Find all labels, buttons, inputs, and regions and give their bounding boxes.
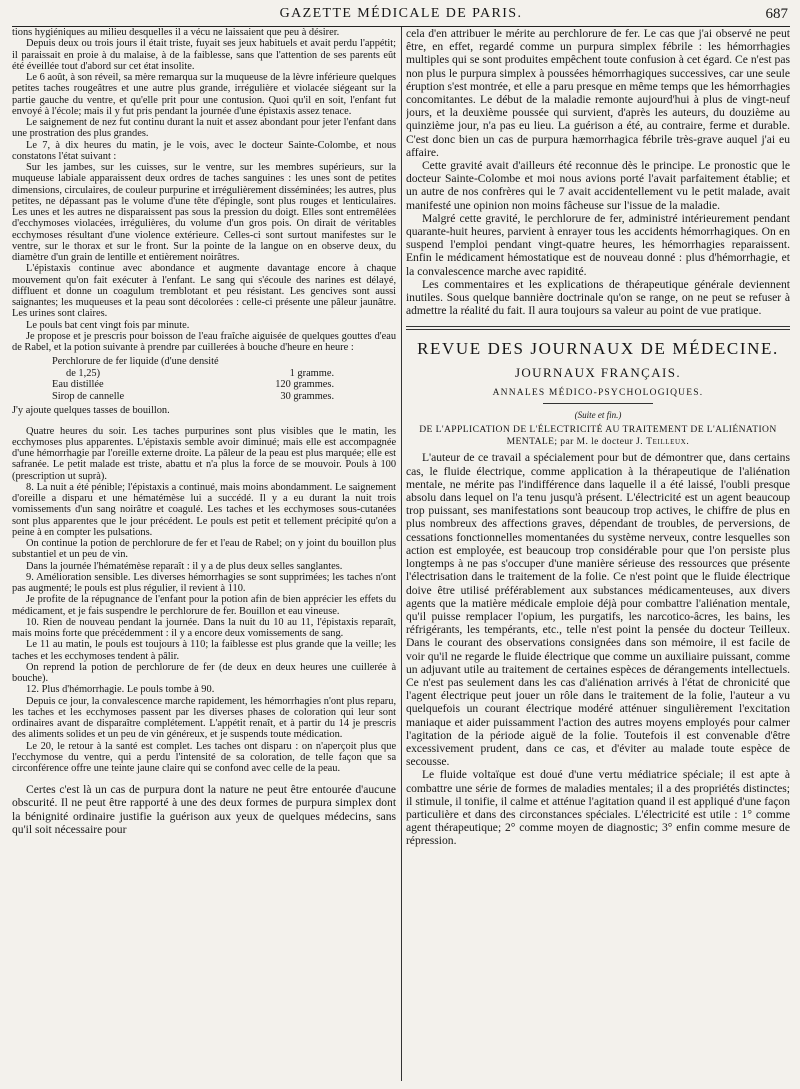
ingredient: Perchlorure de fer liquide (d'une densité <box>52 356 219 368</box>
article-title <box>414 424 782 447</box>
paragraph: On reprend la potion de perchlorure de fer (de deux en deux heures une cuillerée à bouche). <box>12 661 397 684</box>
ingredient: de 1,25) <box>66 367 101 379</box>
quantity: 30 grammes. <box>280 390 335 402</box>
continuation-note: (Suite et fin.) <box>574 410 622 421</box>
paragraph: 9. Amélioration sensible. Les diverses hémorrhagies se sont supprimées; les taches n'ont pas augmenté; le pouls est plus régulier, il revient à 110. <box>12 571 397 594</box>
paragraph: L'épistaxis continue avec abondance et augmente davantage encore à chaque mouvement qu'on fait exécuter à l'enfant. Le sang qui s'écoule des narines est délayé, diffluent et donne un coagulum tremblotant et peu résistant. Les gencives sont aussi saignantes; les muqueuses et la peau sont décolorées : celle-ci présente une pâleur jaunâtre. Les urines sont claires. <box>12 263 397 320</box>
paragraph: Les commentaires et les explications de thérapeutique générale deviennent inutiles. Sous quelque bannière doctrinale qu'on se range, on ne peut se refuser à admettre la réalité du fait. Il aura toujours sa valeur au point de vue pratique. <box>405 277 790 318</box>
paragraph: Dans la journée l'hématémèse reparaît : il y a de plus deux selles sanglantes. <box>26 560 343 572</box>
column-divider <box>396 27 406 1081</box>
section-subtitle: JOURNAUX FRANÇAIS. <box>514 365 681 381</box>
columns <box>12 27 790 1081</box>
paragraph: Le saignement de nez fut continu durant la nuit et assez abondant pour jeter l'enfant dans une prostration des plus grandes. <box>12 117 397 140</box>
paragraph: Le 11 au matin, le pouls est toujours à 110; la faiblesse est plus grande que la veille; les taches et les ecchymoses tendent à pâlir. <box>12 639 397 662</box>
prescription-line <box>52 368 396 380</box>
paragraph: Le fluide voltaïque est doué d'une vertu médiatrice spéciale; il est apte à combattre une série de formes de maladies mentales; il a des propriétés distinctes; il stimule, il tonifie, il calme et atténue l'agitation quand il est appliqué d'une façon particulière et dans des circonstances spéciales. L'électricité est utile : 1° comme agent thérapeutique; 2° comme moyen de diagnostic; 3° enfin comme mesure de répression. <box>405 768 790 848</box>
paragraph: Le 20, le retour à la santé est complet. Les taches ont disparu : on n'aperçoit plus que l'ecchymose du ventre, qui a perdu l'intensité de sa coloration, de telle façon que sa circonférence offre une teinte jaune claire qui se confond avec celle de la peau. <box>12 740 397 774</box>
paragraph: L'auteur de ce travail a spécialement pour but de démontrer que, dans certains cas, le fluide électrique, comme application à la thérapeutique de l'aliénation mentale, ne mérite pas l'indifférence dans laquelle il a été laissé, l'oubli presque absolu dans lequel on l'a tenu jusqu'à présent. L'électricité est un agent beaucoup trop puissant, ses manifestations sont beaucoup trop actives, le chiffre de plus en plus nombreux des affections graves, dépendant de troubles, de perversions, de cessations fonctionnelles momentanées du système nerveux, contre lesquelles son action est employée, est beaucoup trop considérable pour que l'on persiste plus longtemps à ne pas s'occuper d'une manière sérieuse des ressources que présente l'électrisation dans le traitement de la folie. Ce n'est point que le fluide électrique doive être utilisé préférablement aux substances médicamenteuses, aux divers agents que la matière médicale emploie déjà pour combattre l'aliénation mentale, qu'il puisse remplacer l'opium, les purgatifs, les narcotico-âcres, les bains, les réfrigérants, les tempérants, etc., telle n'est point la pensée du docteur Teilleux. Dans le courant des observations consignées dans son mémoire, il est facile de voir qu'il ne regarde le fluide électrique que comme un auxiliaire puissant, comme un adjuvant utile au traitement de certaines espèces de dérangements intellectuels. Ce n'est pas seulement dans les cas d'aliénation arrivés à l'état de chronicité que l'agent électrique peut jouer un rôle dans le traitement de la folie, l'auteur a vu quelquefois un courant électrique modéré atténuer singulièrement l'excitation maniaque et aider puissamment l'action des autres moyens employés pour calmer l'agitation de la période aiguë de la folie. Toutefois il est convenable d'être excessivement prudent, dans ce cas, et d'éviter au malade toute espèce de secousse. <box>405 451 790 769</box>
paragraph: Le 6 août, à son réveil, sa mère remarqua sur la muqueuse de la lèvre inférieure quelques petites taches rougeâtres et une autre plus grande, irrégulière et violacée siégeant sur la partie gauche du ventre, et qu'elle prit pour une contusion. Quoi qu'il en soit, l'enfant fut envoyé à l'école; mais il y fut pris pendant la journée d'une épistaxis assez tenace. <box>12 72 397 117</box>
article-author: J. Teilleux. <box>635 435 690 447</box>
paragraph: Sur les jambes, sur les cuisses, sur le ventre, sur les membres supérieurs, sur la muqueuse labiale apparaissent deux ordres de taches sanguines : les unes sont de petites dimensions, circulaires, de couleur purpurine et irrégulièrement disséminées; les autres, plus petites, ne dépassant pas le volume d'une tête d'épingle, sont plus rouges et lenticulaires. Les unes et les autres ne disparaissent pas sous la pression du doigt. Elles sont entremêlées d'ecchymoses violacées, irrégulières, du volume d'un gros pois. On dirait de véritables ecchymoses résultant d'une violence extérieure. Celles-ci sont surtout manifestes sur le ventre, sur le thorax et sur le front. Sur la pointe de la langue on en observe deux, du diamètre d'un grain de lentille et entièrement noirâtres. <box>12 162 397 263</box>
paragraph: 8. La nuit a été pénible; l'épistaxis a continué, mais moins abondamment. Le saignement d'oreille a disparu et une hématémèse lui a succédé. Il y a eu durant la nuit trois vomissements d'un sang noirâtre et coagulé. Les taches et les ecchymoses sous-cutanées sont plus apparentes que le jour précédent. Le pouls est petit et tellement précipité qu'on a peine à en compter les pulsations. <box>12 481 397 538</box>
quantity: 1 gramme. <box>289 367 335 379</box>
paragraph: J'y ajoute quelques tasses de bouillon. <box>12 405 170 417</box>
journal-title: ANNALES MÉDICO-PSYCHOLOGIQUES. <box>492 388 704 399</box>
quantity: 120 grammes. <box>275 379 335 391</box>
paragraph: Depuis ce jour, la convalescence marche rapidement, les hémorrhagies n'ont plus reparu, les taches et les ecchymoses passent par les diverses phases de coloration qui leur sont ordinaires avant de disparaître complétement. L'appétit renaît, et à partir du 14 je prescris des aliments solides et un peu de vin généreux, et je suspends toute médication. <box>12 695 397 741</box>
paragraph: Le pouls bat cent vingt fois par minute. <box>26 319 190 331</box>
prescription-line <box>52 391 396 403</box>
article-title-text: DE L'APPLICATION DE L'ÉLECTRICITÉ AU TRAITEMENT DE L'ALIÉNATION MENTALE; par M. le docteur <box>419 424 777 447</box>
ingredient: Eau distillée <box>52 379 104 391</box>
prescription-line <box>52 379 396 391</box>
paragraph: cela d'en attribuer le mérite au perchlorure de fer. Le cas que j'ai observé ne peut être, en effet, regardé comme un purpura simplex fébrile : les hémorrhagies multiples qui se sont produites empêchent toute confusion à cet égard. Ce n'est pas non plus le purpura simplex à poussées hémorrhagiques successives, car une seule éruption s'est montrée, et elle a paru presque en même temps que les hémorrhagies concomitantes. Le début de la maladie remonte aujourd'hui à plus de vingt-neuf jours, et la deuxième poussée qui survient, d'après les auteurs, du douzième au quinzième jour, n'a pas eu lieu. La guérison a été, au contraire, ferme et durable. C'est donc bien un cas de purpura hæmorrhagica fébrile très-grave auquel j'ai eu affaire. <box>405 27 790 159</box>
paragraph: On continue la potion de perchlorure de fer et l'eau de Rabel; on y joint du bouillon plus substantiel et un peu de vin. <box>12 538 397 561</box>
paragraph: Certes c'est là un cas de purpura dont la nature ne peut être entourée d'aucune obscurité. Il ne peut être rapporté à une des deux formes de purpura simplex dont la bénignité ordinaire justifie la guérison aux yeux de quelques médecins, sans qu'il soit nécessaire pour <box>12 783 397 836</box>
section-separator <box>406 326 790 330</box>
paragraph: 12. Plus d'hémorrhagie. Le pouls tombe à 90. <box>26 684 215 696</box>
running-header <box>12 6 790 24</box>
prescription <box>52 356 396 402</box>
ingredient: Sirop de cannelle <box>52 390 125 402</box>
left-column <box>12 27 396 1081</box>
paragraph: Le 7, à dix heures du matin, je le vois, avec le docteur Sainte-Colombe, et nous constatons l'état suivant : <box>12 139 397 162</box>
paragraph: Je propose et je prescris pour boisson de l'eau fraîche aiguisée de quelques gouttes d'eau de Rabel, et la potion suivante à prendre par cuillerées à bouche d'heure en heure : <box>12 330 397 353</box>
paragraph: Malgré cette gravité, le perchlorure de fer, administré intérieurement pendant quarante-huit heures, parvient à enrayer tous les accidents hémorrhagiques. On en suspend l'emploi pendant vingt-quatre heures, les hémorrhagies reparaissent. Enfin le médicament hémostatique est de nouveau donné : plus d'hémorrhagie, et la convalescence marche avec rapidité. <box>405 211 790 278</box>
prescription-line <box>52 356 396 368</box>
right-column <box>406 27 790 1081</box>
page-number: 687 <box>765 6 788 22</box>
running-title: GAZETTE MÉDICALE DE PARIS. <box>279 6 523 21</box>
paragraph: Je profite de la répugnance de l'enfant pour la potion afin de bien apprécier les effets du médicament, et je fais suspendre le perchlorure de fer. Bouillon et eau vineuse. <box>12 594 397 617</box>
paragraph: Depuis deux ou trois jours il était triste, fuyait ses jeux habituels et avait perdu l'appétit; il paraissait en proie à du malaise, à de la faiblesse, sans que l'attention de ses parents eût été éveillée tout d'abord sur cet état insolite. <box>12 38 397 72</box>
paragraph: Quatre heures du soir. Les taches purpurines sont plus visibles que le matin, les ecchymoses plus apparentes. L'épistaxis semble avoir diminué; mais elle est accompagnée d'une hémorrhagie par l'oreille externe droite. La pâleur de la peau est plus marquée; elle est safranée. Le petit malade est triste, abattu et n'a plus la force de se mouvoir. Pouls à 100 (prescription ut suprà). <box>12 425 397 482</box>
short-rule <box>543 403 653 404</box>
paragraph: Cette gravité avait d'ailleurs été reconnue dès le principe. Le pronostic que le docteur Sainte-Colombe et moi nous avions porté l'avait parfaitement établie; et un autre de nos confrères qui le 7 avait accidentellement vu le petit malade, avait manifesté une opinion non moins fâcheuse sur l'issue de la maladie. <box>405 159 790 212</box>
paragraph: 10. Rien de nouveau pendant la journée. Dans la nuit du 10 au 11, l'épistaxis reparaît, mais moins forte que précédemment : il y a encore deux vomissements de sang. <box>12 616 397 639</box>
section-title: REVUE DES JOURNAUX DE MÉDECINE. <box>417 339 779 359</box>
paragraph: tions hygiéniques au milieu desquelles il a vécu ne laissaient que peu à désirer. <box>12 27 340 38</box>
